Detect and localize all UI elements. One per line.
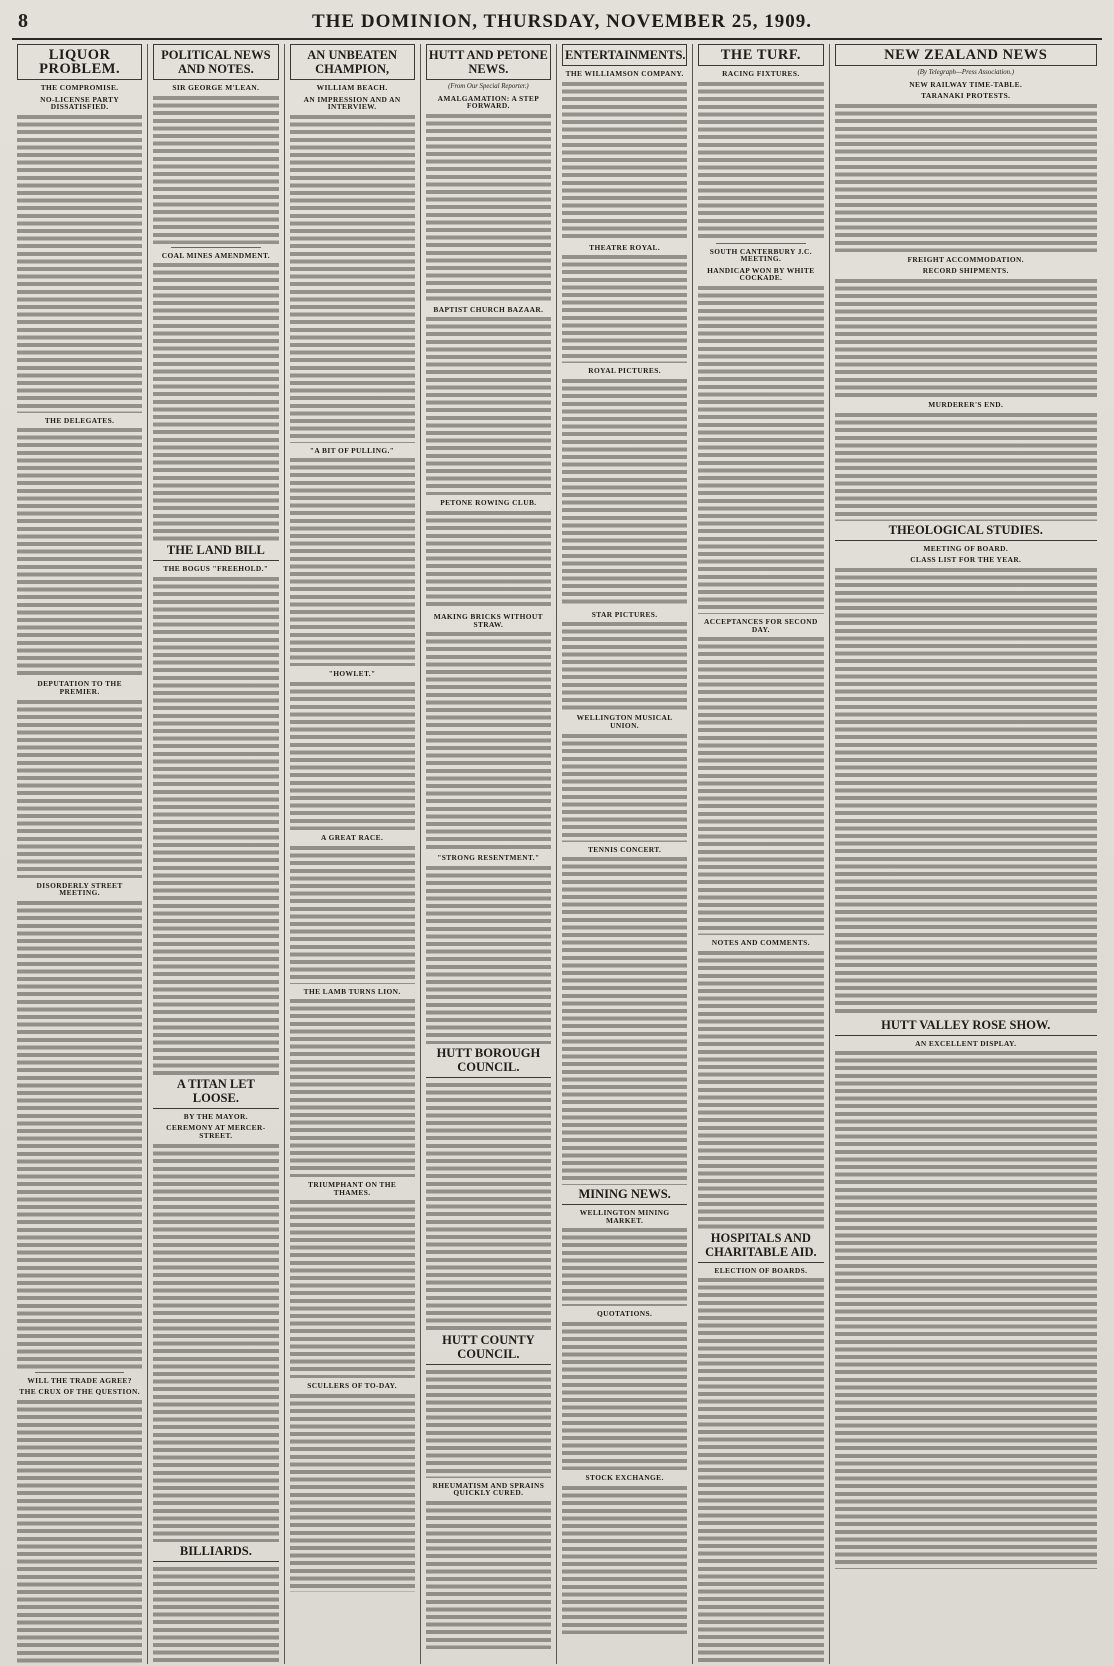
section-subtitle: HANDICAP WON BY WHITE COCKADE. xyxy=(707,265,815,283)
column-heading: THE TURF. xyxy=(698,44,823,66)
section-title: THE LAMB TURNS LION. xyxy=(303,986,401,996)
section-heading: HUTT BOROUGH COUNCIL. xyxy=(426,1044,551,1078)
article-text xyxy=(290,113,415,443)
section-heading: BILLIARDS. xyxy=(153,1542,278,1562)
column-heading: AN UNBEATEN CHAMPION, xyxy=(290,44,415,80)
fixtures-list xyxy=(698,80,823,240)
article-text xyxy=(562,1484,687,1634)
section-heading: THE LAND BILL xyxy=(153,541,278,561)
article-text xyxy=(290,680,415,830)
column-liquor-problem xyxy=(12,44,148,1664)
section-subtitle: ELECTION OF BOARDS. xyxy=(714,1265,808,1275)
divider xyxy=(171,247,260,248)
class-list xyxy=(835,566,1098,1016)
section-heading: HOSPITALS AND CHARITABLE AID. xyxy=(698,1229,823,1263)
article-text xyxy=(562,855,687,1185)
divider xyxy=(716,243,805,244)
article-text xyxy=(562,377,687,607)
section-title: BAPTIST CHURCH BAZAAR. xyxy=(433,304,544,314)
section-title: "HOWLET." xyxy=(328,669,376,679)
section-title: "A BIT OF PULLING." xyxy=(309,445,395,455)
section-heading: MINING NEWS. xyxy=(562,1185,687,1205)
section-title: THE COMPROMISE. xyxy=(40,83,119,92)
article-text xyxy=(426,1081,551,1331)
section-title: WILLIAM BEACH. xyxy=(316,83,388,92)
column-subtitle: (From Our Special Reporter.) xyxy=(448,83,529,90)
section-title: STAR PICTURES. xyxy=(591,609,658,619)
section-title: DEPUTATION TO THE PREMIER. xyxy=(37,679,122,696)
divider xyxy=(35,1372,124,1373)
column-unbeaten-champion xyxy=(285,44,421,1664)
article-text xyxy=(426,630,551,850)
section-subtitle: NO-LICENSE PARTY DISSATISFIED. xyxy=(40,94,120,112)
section-title: THE WILLIAMSON COMPANY. xyxy=(565,69,684,78)
section-title: WILL THE TRADE AGREE? xyxy=(27,1375,132,1385)
section-title: CEREMONY AT MERCER-STREET. xyxy=(166,1123,266,1140)
section-title: SCULLERS OF TO-DAY. xyxy=(307,1381,397,1391)
article-text xyxy=(698,635,823,935)
section-title: RHEUMATISM AND SPRAINS QUICKLY CURED. xyxy=(432,1480,545,1498)
section-title: PETONE ROWING CLUB. xyxy=(440,498,537,508)
section-title: TARANAKI PROTESTS. xyxy=(921,91,1011,101)
article-text xyxy=(290,997,415,1177)
section-subtitle: BY THE MAYOR. xyxy=(183,1111,249,1121)
section-title: ROYAL PICTURES. xyxy=(588,366,661,376)
section-heading: HUTT VALLEY ROSE SHOW. xyxy=(835,1016,1098,1036)
section-title: NEW RAILWAY TIME-TABLE. xyxy=(909,79,1023,89)
article-text xyxy=(562,1226,687,1306)
column-heading: ENTERTAINMENTS. xyxy=(562,44,687,66)
section-subtitle: THE CRUX OF THE QUESTION. xyxy=(19,1387,140,1397)
section-title: FREIGHT ACCOMMODATION. xyxy=(907,254,1024,264)
article-text xyxy=(835,102,1098,252)
column-new-zealand-news xyxy=(830,44,1103,1664)
column-the-turf xyxy=(693,44,829,1664)
article-text xyxy=(17,698,142,878)
section-title: THE DELEGATES. xyxy=(44,415,115,425)
section-title: SIR GEORGE M'LEAN. xyxy=(172,83,260,92)
section-subtitle: MEETING OF BOARD. xyxy=(923,543,1009,553)
article-text xyxy=(153,575,278,1075)
section-title: TENNIS CONCERT. xyxy=(587,844,662,854)
column-political-news xyxy=(148,44,284,1664)
section-title: NOTES AND COMMENTS. xyxy=(711,938,810,948)
article-text xyxy=(562,732,687,842)
article-text xyxy=(562,253,687,363)
article-text xyxy=(17,426,142,676)
section-title: WELLINGTON MUSICAL UNION. xyxy=(576,713,673,730)
article-text xyxy=(153,1565,278,1664)
section-title: QUOTATIONS. xyxy=(596,1309,653,1319)
article-text xyxy=(698,1276,823,1664)
section-heading: THEOLOGICAL STUDIES. xyxy=(835,521,1098,541)
section-subtitle: AN EXCELLENT DISPLAY. xyxy=(915,1038,1017,1048)
article-text xyxy=(698,284,823,614)
section-title: ACCEPTANCES FOR SECOND DAY. xyxy=(703,616,818,634)
section-title: THEATRE ROYAL. xyxy=(589,242,661,252)
article-text xyxy=(426,112,551,302)
quotations-table xyxy=(562,1320,687,1470)
masthead xyxy=(12,10,1102,40)
column-heading: LIQUOR PROBLEM. xyxy=(17,44,142,80)
article-text xyxy=(290,1392,415,1592)
section-title: MURDERER'S END. xyxy=(928,399,1004,409)
article-text xyxy=(835,277,1098,397)
article-text xyxy=(835,411,1098,521)
article-text xyxy=(698,949,823,1229)
section-title: MAKING BRICKS WITHOUT STRAW. xyxy=(433,611,544,629)
section-heading: A TITAN LET LOOSE. xyxy=(153,1075,278,1109)
section-title: "STRONG RESENTMENT." xyxy=(437,853,540,863)
section-title: STOCK EXCHANGE. xyxy=(585,1472,664,1482)
section-heading: HUTT COUNTY COUNCIL. xyxy=(426,1331,551,1365)
section-subtitle: RECORD SHIPMENTS. xyxy=(922,266,1009,276)
article-text xyxy=(426,1368,551,1478)
section-title: RACING FIXTURES. xyxy=(722,69,800,78)
section-title: SOUTH CANTERBURY J.C. MEETING. xyxy=(709,246,813,264)
section-subtitle: THE BOGUS "FREEHOLD." xyxy=(163,564,269,574)
article-text xyxy=(562,80,687,240)
section-title: A GREAT RACE. xyxy=(321,832,384,842)
column-hutt-petone-news xyxy=(421,44,557,1664)
article-text xyxy=(17,113,142,413)
article-text xyxy=(153,261,278,541)
article-text xyxy=(290,1198,415,1378)
section-title: COAL MINES AMENDMENT. xyxy=(161,250,270,260)
article-text xyxy=(153,1142,278,1542)
article-text xyxy=(153,94,278,244)
section-subtitle: AN IMPRESSION AND AN INTERVIEW. xyxy=(303,94,401,112)
column-heading: POLITICAL NEWS AND NOTES. xyxy=(153,44,278,80)
article-text xyxy=(290,456,415,666)
section-title: CLASS LIST FOR THE YEAR. xyxy=(910,555,1022,565)
article-text xyxy=(426,1499,551,1649)
article-text xyxy=(835,1049,1098,1569)
page-number: 8 xyxy=(18,10,28,32)
article-text xyxy=(17,1398,142,1664)
section-title: DISORDERLY STREET MEETING. xyxy=(36,880,123,898)
article-text xyxy=(426,864,551,1044)
article-text xyxy=(290,844,415,984)
section-title: AMALGAMATION: A STEP FORWARD. xyxy=(437,93,540,111)
column-heading: HUTT AND PETONE NEWS. xyxy=(426,44,551,80)
columns xyxy=(12,44,1102,1664)
article-text xyxy=(426,315,551,495)
section-subtitle: WELLINGTON MINING MARKET. xyxy=(579,1208,670,1225)
section-title: TRIUMPHANT ON THE THAMES. xyxy=(308,1180,397,1197)
article-text xyxy=(562,620,687,710)
column-heading: NEW ZEALAND NEWS xyxy=(835,44,1098,66)
article-text xyxy=(17,899,142,1369)
column-subtitle: (By Telegraph—Press Association.) xyxy=(917,69,1015,76)
article-text xyxy=(426,509,551,609)
column-entertainments xyxy=(557,44,693,1664)
newspaper-title: THE DOMINION, THURSDAY, NOVEMBER 25, 1909. xyxy=(311,11,812,32)
